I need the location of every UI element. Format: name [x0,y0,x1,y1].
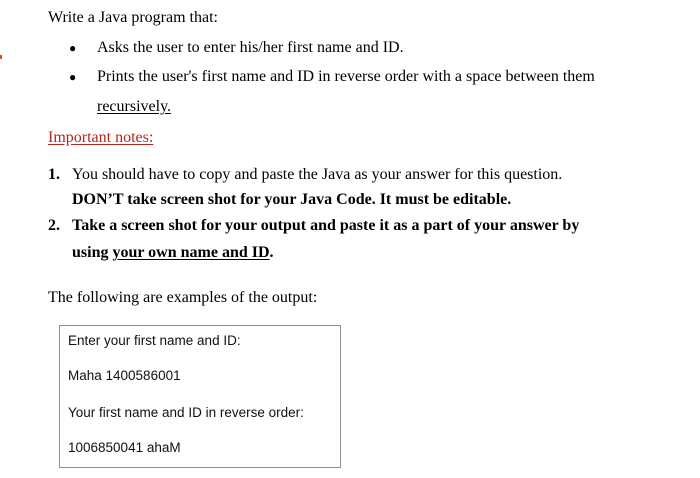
output-line-2: Maha 1400586001 [68,368,181,383]
important-notes-heading: Important notes: [48,129,154,146]
edge-mark [0,55,2,59]
note-2-continued [72,243,274,263]
bullet-item-2: Prints the user's first name and ID in reverse order with a space between them [97,68,595,85]
output-line-4: 1006850041 ahaM [68,440,181,455]
output-example-box [59,325,341,468]
examples-intro: The following are examples of the output: [48,289,318,306]
note-2-emphasis: your own name and ID [112,244,270,261]
intro-text: Write a Java program that: [48,9,218,26]
bullet-icon: ● [69,70,77,84]
bullet-icon: ● [69,41,77,55]
note-1-text: You should have to copy and paste the Java as your answer for this question. [72,166,563,183]
note-1-number: 1. [48,166,60,183]
note-1-bold-text: DON’T take screen shot for your Java Code. It must be editable. [72,191,512,208]
note-2-number: 2. [48,217,60,234]
note-2-using: using [72,244,113,261]
output-line-1: Enter your first name and ID: [68,333,241,348]
bullet-item-1: Asks the user to enter his/her first name and ID. [97,39,404,56]
bullet-item-2-continued: recursively. [97,98,172,115]
note-2-text: Take a screen shot for your output and paste it as a part of your answer by [72,217,580,234]
note-2-period: . [269,244,274,261]
output-line-3: Your first name and ID in reverse order: [68,405,304,420]
